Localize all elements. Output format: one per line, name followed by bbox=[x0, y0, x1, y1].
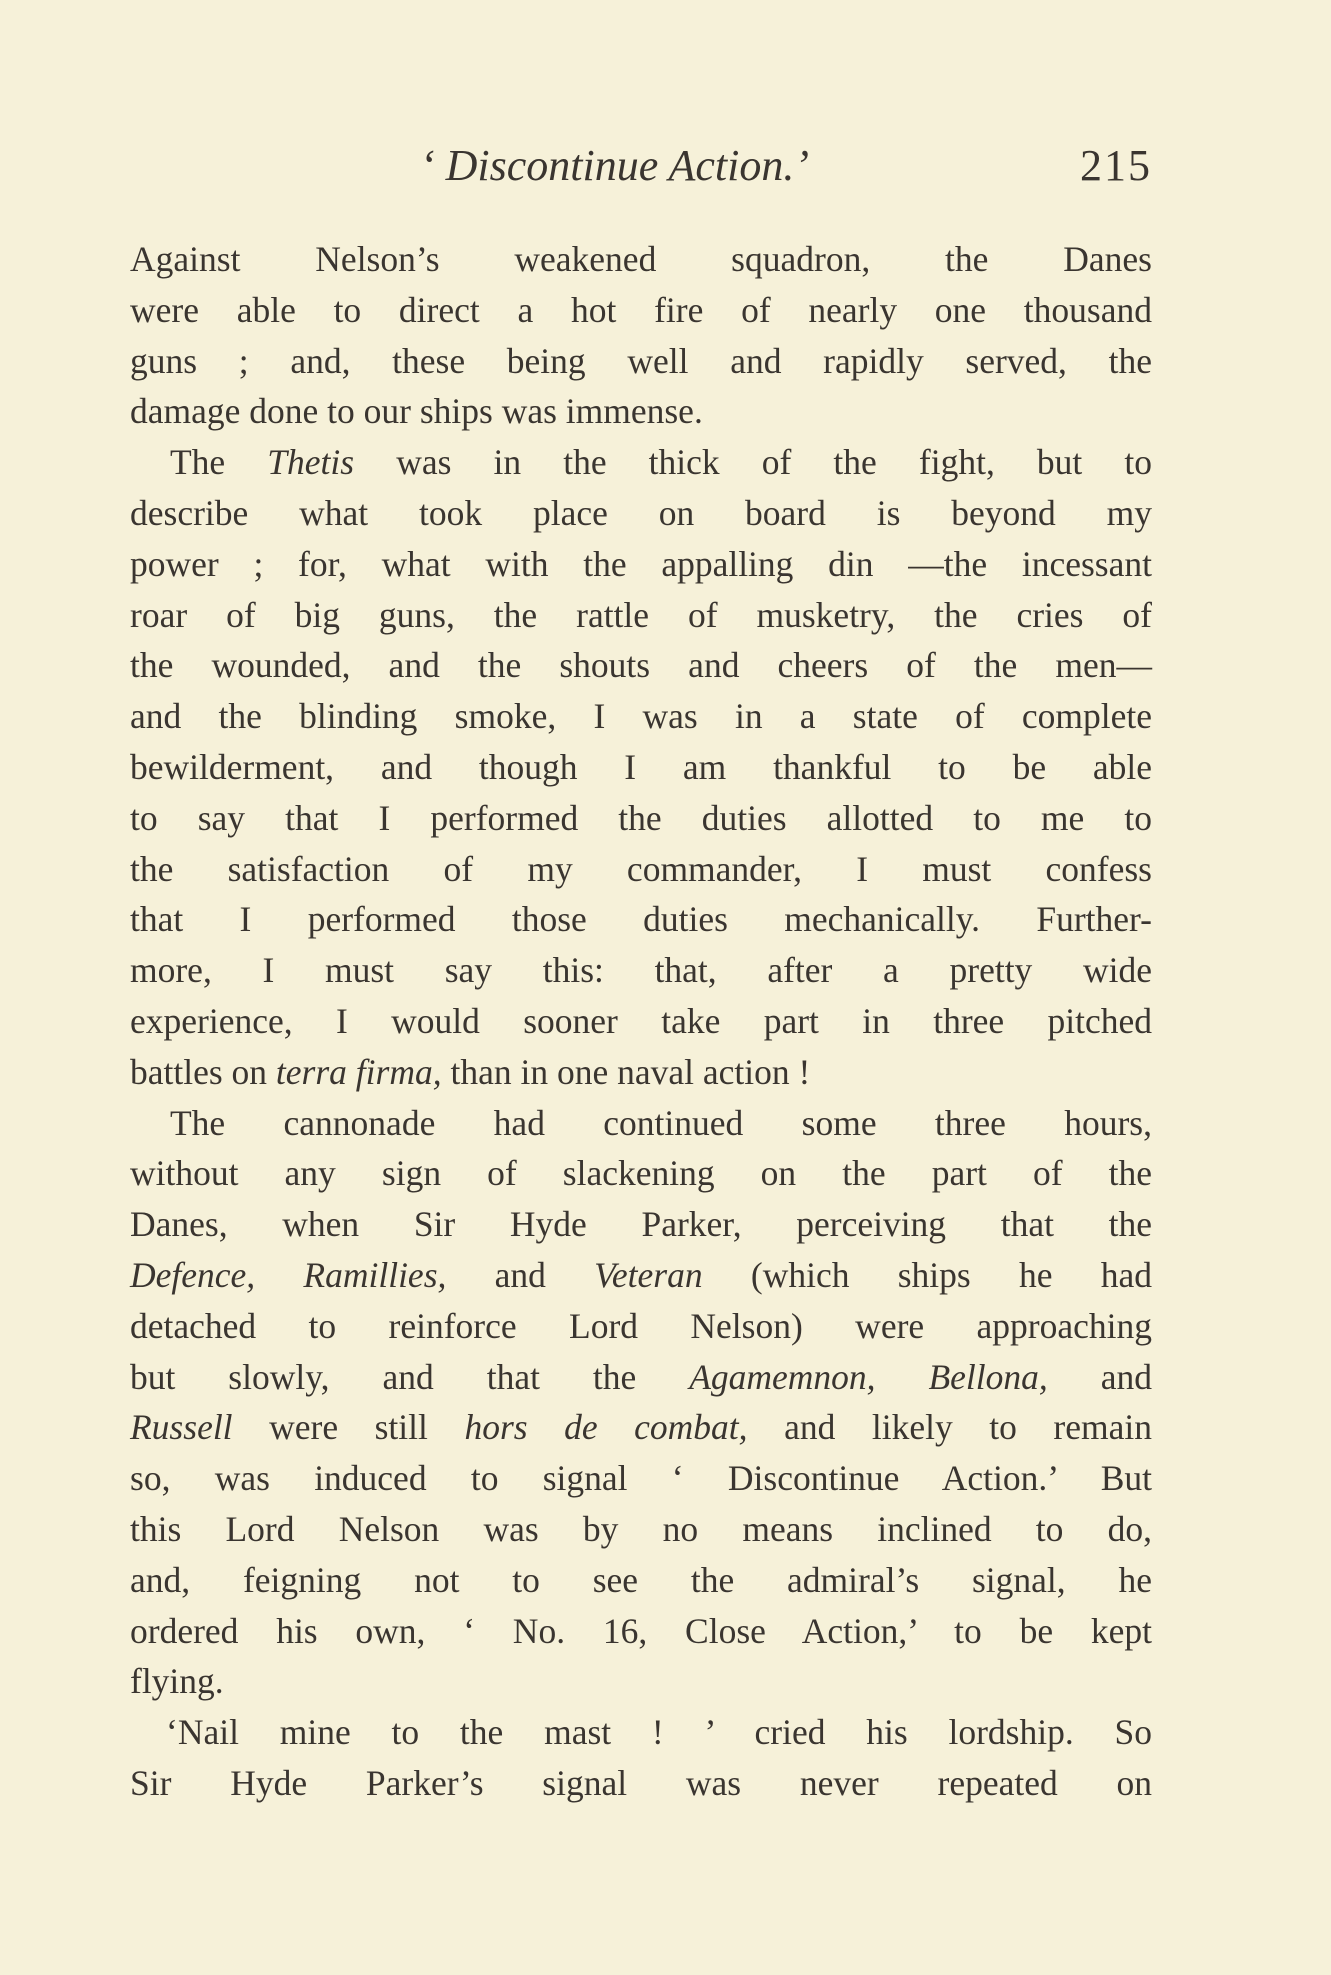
text-run: that I performed those duties mechanically. Further- bbox=[130, 899, 1152, 940]
text-run: detached to reinforce Lord Nelson) were approaching bbox=[130, 1305, 1152, 1346]
text-line bbox=[130, 793, 1152, 844]
text-line bbox=[130, 1098, 1152, 1149]
body-text bbox=[130, 234, 1152, 1809]
text-run: more, I must say this: that, after a pretty wide bbox=[130, 950, 1152, 991]
text-run: were still bbox=[232, 1407, 465, 1448]
text-line bbox=[130, 234, 1152, 285]
italic-text: Russell bbox=[130, 1407, 233, 1448]
italic-text: Defence, Ramillies, bbox=[130, 1254, 447, 1295]
text-run: roar of big guns, the rattle of musketry, the cries of bbox=[130, 594, 1152, 635]
text-run: Sir Hyde Parker’s signal was never repeated on bbox=[130, 1762, 1152, 1803]
text-run: and, feigning not to see the admiral’s signal, he bbox=[130, 1559, 1152, 1600]
text-line bbox=[130, 437, 1152, 488]
text-run: damage done to our ships was immense. bbox=[130, 391, 703, 432]
text-run: this Lord Nelson was by no means inclined to do, bbox=[130, 1508, 1152, 1549]
text-line bbox=[130, 894, 1152, 945]
text-run: were able to direct a hot fire of nearly one thousand bbox=[130, 289, 1152, 330]
paragraph bbox=[130, 234, 1152, 437]
text-run: was in the thick of the fight, but to bbox=[354, 442, 1152, 483]
text-run: describe what took place on board is beyond my bbox=[130, 492, 1152, 533]
text-run: ‘Nail mine to the mast ! ’ cried his lordship. So bbox=[166, 1712, 1152, 1753]
text-line bbox=[130, 844, 1152, 895]
text-run: than in one naval action ! bbox=[441, 1051, 811, 1092]
text-line bbox=[130, 1758, 1152, 1809]
italic-text: terra firma, bbox=[275, 1051, 442, 1092]
text-run: the wounded, and the shouts and cheers of the men— bbox=[130, 645, 1152, 686]
text-run: ordered his own, ‘ No. 16, Close Action,’ to be kept bbox=[130, 1610, 1152, 1651]
paragraph bbox=[130, 1707, 1152, 1809]
text-line bbox=[130, 1707, 1152, 1758]
text-run: without any sign of slackening on the part of the bbox=[130, 1153, 1152, 1194]
text-run: bewilderment, and though I am thankful to be able bbox=[130, 746, 1152, 787]
page-number: 215 bbox=[1080, 141, 1152, 190]
italic-text: Agamemnon, Bellona, bbox=[689, 1356, 1048, 1397]
text-line bbox=[130, 742, 1152, 793]
text-line bbox=[130, 539, 1152, 590]
running-head bbox=[130, 140, 1152, 200]
text-line bbox=[130, 1199, 1152, 1250]
text-line bbox=[130, 1606, 1152, 1657]
text-run: but slowly, and that the bbox=[130, 1356, 690, 1397]
text-run: (which ships he had bbox=[702, 1254, 1152, 1295]
italic-text: Thetis bbox=[267, 442, 355, 483]
text-line bbox=[130, 336, 1152, 387]
text-run: and bbox=[446, 1254, 595, 1295]
text-line bbox=[130, 1656, 1152, 1707]
text-run: guns ; and, these being well and rapidly served, the bbox=[130, 340, 1152, 381]
text-run: power ; for, what with the appalling din —the incessant bbox=[130, 543, 1152, 584]
text-run: the satisfaction of my commander, I must confess bbox=[130, 848, 1152, 889]
text-line bbox=[130, 945, 1152, 996]
text-run: and likely to remain bbox=[747, 1407, 1152, 1448]
text-run: The cannonade had continued some three hours, bbox=[170, 1102, 1152, 1143]
text-line bbox=[130, 691, 1152, 742]
text-line bbox=[130, 640, 1152, 691]
text-line bbox=[130, 488, 1152, 539]
text-line bbox=[130, 1301, 1152, 1352]
text-line bbox=[130, 590, 1152, 641]
italic-text: hors de combat, bbox=[464, 1407, 748, 1448]
running-title: ‘ Discontinue Action.’ bbox=[420, 141, 809, 190]
text-line bbox=[130, 285, 1152, 336]
text-run: Against Nelson’s weakened squadron, the Danes bbox=[130, 239, 1152, 279]
text-run: flying. bbox=[130, 1661, 224, 1702]
text-line bbox=[130, 1148, 1152, 1199]
text-line bbox=[130, 386, 1152, 437]
text-run: battles on bbox=[130, 1051, 276, 1092]
text-run: and the blinding smoke, I was in a state of complete bbox=[130, 696, 1152, 737]
text-run: experience, I would sooner take part in three pitched bbox=[130, 1000, 1152, 1041]
text-run: Danes, when Sir Hyde Parker, perceiving that the bbox=[130, 1204, 1152, 1245]
text-run: to say that I performed the duties allotted to me to bbox=[130, 797, 1152, 838]
text-line bbox=[130, 1352, 1152, 1403]
text-line bbox=[130, 1250, 1152, 1301]
text-line bbox=[130, 1047, 1152, 1098]
text-line bbox=[130, 1555, 1152, 1606]
text-line bbox=[130, 1453, 1152, 1504]
text-run: and bbox=[1047, 1356, 1152, 1397]
text-run: so, was induced to signal ‘ Discontinue Action.’ But bbox=[130, 1458, 1152, 1499]
paragraph bbox=[130, 1098, 1152, 1708]
italic-text: Veteran bbox=[594, 1254, 703, 1295]
paragraph bbox=[130, 437, 1152, 1097]
text-run: The bbox=[170, 442, 268, 483]
text-line bbox=[130, 1504, 1152, 1555]
text-line bbox=[130, 1402, 1152, 1453]
text-line bbox=[130, 996, 1152, 1047]
